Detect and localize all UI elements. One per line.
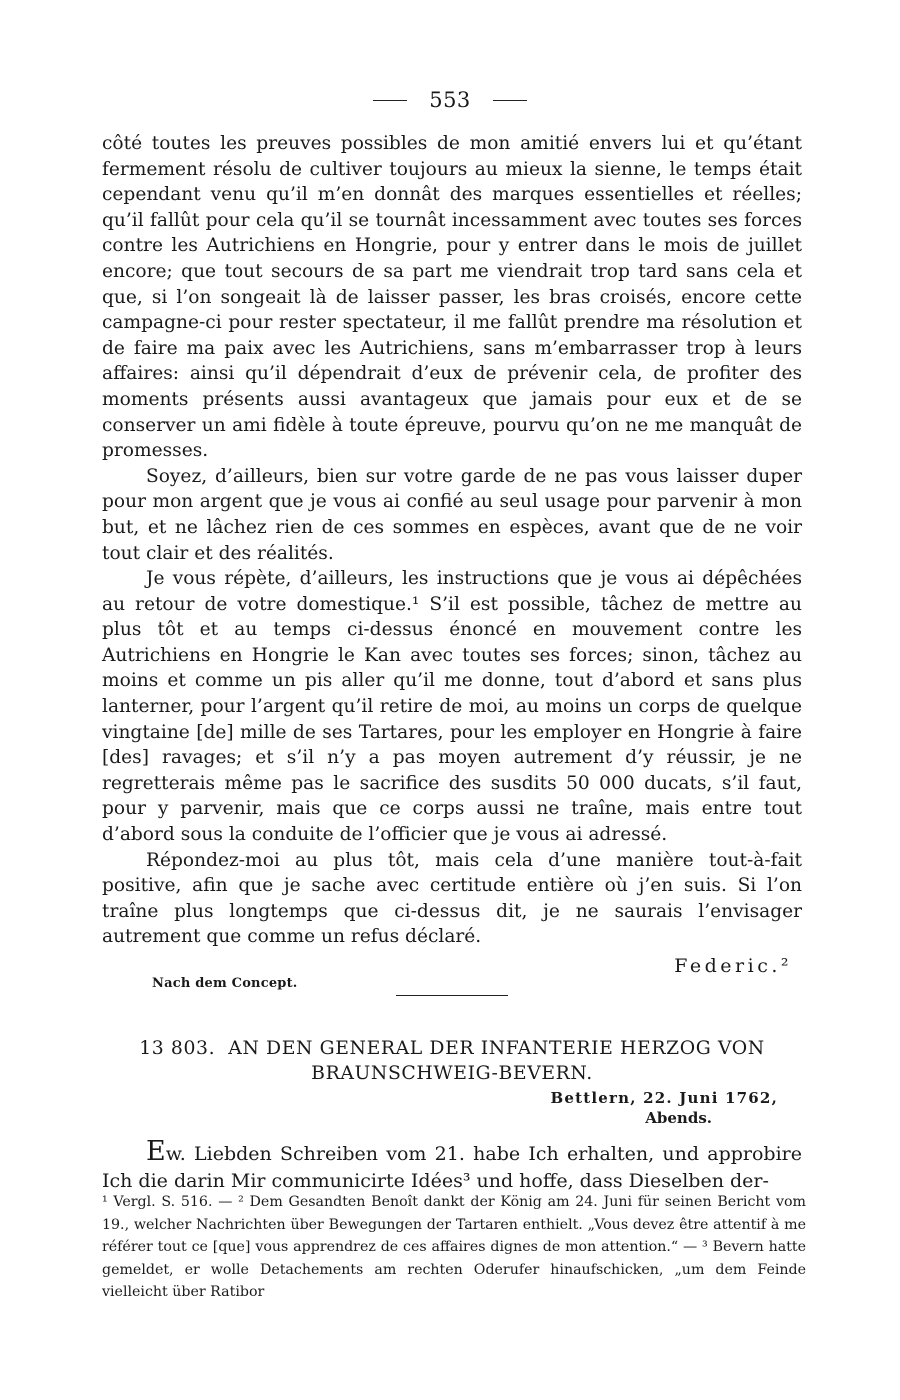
section-separator <box>396 995 508 996</box>
paragraph-4: Répondez-moi au plus tôt, mais cela d’une manière tout-à-fait positive, afin que je sache avec certitude entière où j’en suis. Si l’on traîne plus longtemps que ci-dessus dit, je ne saurais l’envisager autrement que comme un refus déclaré. <box>102 849 802 948</box>
source-note: Nach dem Concept. <box>152 976 298 991</box>
initial-letter: E <box>146 1136 166 1167</box>
paragraph-3: Je vous répète, d’ailleurs, les instructions que je vous ai dépêchées au retour de votre domestique.¹ S’il est possible, tâchez de mettre au plus tôt et au temps ci-dessus énoncé en mouvement contre les Autrichiens en Hongrie le Kan avec toutes ses forces; sinon, tâchez au moins et comme un pis aller qu’il me donne, tout d’abord et sans plus lanterner, pour l’argent qu’il retire de moi, au moins un corps de quelque vingtaine [de] mille de ses Tartares, pour les employer en Hongrie à faire [des] ravages; et s’il n’y a pas moyen autrement d’y réussir, je ne regretterais même pas le sacrifice des susdits 50 000 ducats, s’il faut, pour y parvenir, mais que ce corps aussi ne traîne, mais entre tout d’abord sous la conduite de l’officier que je vous ai adressé. <box>102 568 802 846</box>
paragraph-2: Soyez, d’ailleurs, bien sur votre garde de ne pas vous laisser duper pour mon argent que je vous ai confié au seul usage pour parvenir à mon but, et ne lâchez rien de ces sommes en espèces, avant que de ne voir tout clair et des réalités. <box>102 465 802 564</box>
letter-time: Abends. <box>645 1109 712 1127</box>
paragraph-1: côté toutes les preuves possibles de mon amitié envers lui et qu’étant fermement résolu de cultiver toujours au mieux la sienne, le temps était cependant venu qu’il m’en donnât des marques essentielles et réelles; qu’il fallût pour cela qu’il se tournât incessamment avec toutes ses forces contre les Autrichiens en Hongrie, pour y entrer dans le mois de juillet encore; que tout secours de sa part me viendrait trop tard sans cela et que, si l’on songeait là de laisser passer, les bras croisés, encore cette campagne-ci pour rester spectateur, il me fallût prendre ma résolution et de faire ma paix avec les Autrichiens, sans m’embarrasser trop à leurs affaires: ainsi qu’il dépendrait d’eux de prévenir cela, de profiter des moments présents aussi avantageux que jamais pour eux et de se conserver un ami fidèle à toute épreuve, pourvu qu’on ne me manquât de promesses. <box>102 133 802 462</box>
letter-number: 13 803. <box>139 1038 216 1059</box>
signature-row <box>102 952 802 994</box>
letter-recipient-line2: BRAUNSCHWEIG-BEVERN. <box>311 1063 593 1084</box>
header-rule-left <box>373 100 407 101</box>
page-header <box>0 88 900 112</box>
header-rule-right <box>493 100 527 101</box>
page-number: 553 <box>429 88 471 112</box>
letter-body-text: w. Liebden Schreiben vom 21. habe Ich erhalten, und approbire Ich die darin Mir communicirte Idées³ und hoffe, dass Dieselben der- <box>102 1143 802 1192</box>
signature: Federic.² <box>674 955 792 977</box>
letter-recipient-line1: AN DEN GENERAL DER INFANTERIE HERZOG VON <box>228 1038 765 1059</box>
letter-heading <box>102 1036 802 1086</box>
footnotes <box>102 1191 806 1304</box>
letter-heading-line1 <box>102 1036 802 1061</box>
main-text <box>102 131 802 1195</box>
letter-place-date: Bettlern, 22. Juni 1762, <box>550 1089 778 1107</box>
footnote-text: ¹ Vergl. S. 516. — ² Dem Gesandten Benoît dankt der König am 24. Juni für seinen Bericht vom 19., welcher Nachrichten über Bewegungen der Tartaren enthielt. „Vous devez être attentif à me référer tout ce [que] vous apprendrez de ces affaires dignes de mon attention.“ — ³ Bevern hatte gemeldet, er wolle Detachements am rechten Oderufer hinaufschicken, „um dem Feinde vielleicht über Ratibor <box>102 1194 806 1300</box>
letter-body <box>102 1138 802 1195</box>
